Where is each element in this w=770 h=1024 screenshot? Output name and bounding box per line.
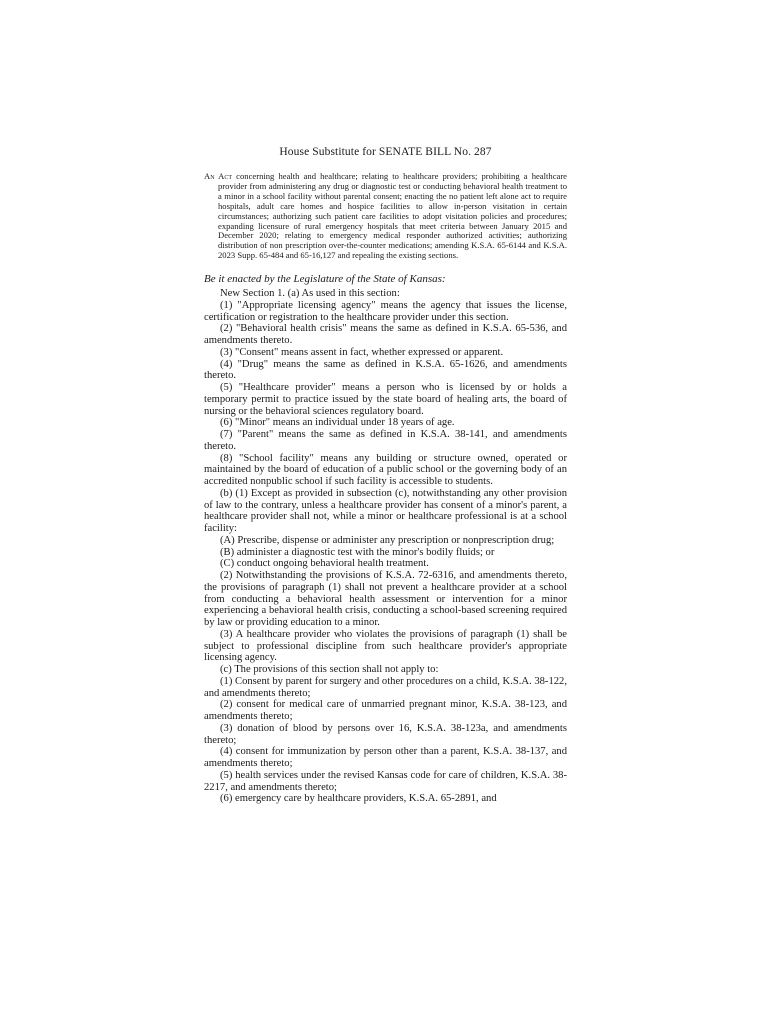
- section-paragraph: (c) The provisions of this section shall not apply to:: [220, 664, 439, 676]
- section-paragraph: (A) Prescribe, dispense or administer any prescription or nonprescription drug;: [220, 534, 555, 546]
- section-paragraph: (6) emergency care by healthcare providers, K.S.A. 65-2891, and: [220, 793, 497, 805]
- enacting-clause: Be it enacted by the Legislature of the State of Kansas:: [204, 273, 446, 286]
- bill-title: House Substitute for SENATE BILL No. 287: [279, 146, 492, 158]
- section-paragraph: (2) Notwithstanding the provisions of K.S.A. 72-6316, and amendments thereto, the provisions of paragraph (1) shall not prevent a healthcare provider at a school from conducting a behavioral health assessment or intervention for a minor experiencing a behavioral health crisis, conducting a school-based screening required by law or providing education to a minor.: [204, 570, 567, 629]
- section-paragraph: (4) consent for immunization by person other than a parent, K.S.A. 38-137, and amendments thereto;: [204, 746, 567, 770]
- act-summary: [204, 172, 567, 261]
- section-paragraph: (2) consent for medical care of unmarried pregnant minor, K.S.A. 38-123, and amendments thereto;: [204, 699, 567, 723]
- section-paragraph: (4) "Drug" means the same as defined in K.S.A. 65-1626, and amendments thereto.: [204, 358, 567, 382]
- section-paragraph: (1) Consent by parent for surgery and other procedures on a child, K.S.A. 38-122, and amendments thereto;: [204, 675, 567, 699]
- section-paragraph: (B) administer a diagnostic test with the minor's bodily fluids; or: [220, 546, 495, 558]
- section-paragraph: (3) A healthcare provider who violates the provisions of paragraph (1) shall be subject to professional discipline from such healthcare provider's appropriate licensing agency.: [204, 628, 567, 664]
- section-paragraph: (2) "Behavioral health crisis" means the same as defined in K.S.A. 65-536, and amendments thereto.: [204, 323, 567, 347]
- section-paragraph: (C) conduct ongoing behavioral health treatment.: [220, 558, 429, 570]
- act-prefix: An Act: [204, 171, 233, 181]
- section-paragraph: (7) "Parent" means the same as defined in K.S.A. 38-141, and amendments thereto.: [204, 429, 567, 452]
- section-paragraph: (3) "Consent" means assent in fact, whether expressed or apparent.: [220, 346, 504, 358]
- document-page: [204, 140, 567, 805]
- section-paragraph: (1) "Appropriate licensing agency" means the agency that issues the license, certification or registration to the healthcare provider under this section.: [204, 299, 567, 323]
- section-paragraph: (3) donation of blood by persons over 16, K.S.A. 38-123a, and amendments thereto;: [204, 722, 567, 746]
- act-description: concerning health and healthcare; relating to healthcare providers; prohibiting a healthcare provider from administering any drug or diagnostic test or conducting behavioral health treatment to a minor in a school facility without parental consent; enacting the no patient left alone act to require hospitals, adult care homes and hospice facilities to allow in-person visitation in certain circumstances; authorizing such patient care facilities to adopt visitation policies and procedures; expanding licensure of rural emergency hospitals that meet criteria between January 2015 and December 2020; relating to emergency medical responder authorized activities; authorizing distribution of non prescription over-the-counter medications; amending K.S.A. 65-6144 and K.S.A. 2023 Supp. 65-484 and 65-16,127 and repealing the existing sections.: [218, 171, 567, 261]
- section-paragraph: (6) "Minor" means an individual under 18 years of age.: [220, 417, 455, 429]
- section-paragraph: New Section 1. (a) As used in this section:: [220, 288, 400, 300]
- section-paragraph: (b) (1) Except as provided in subsection (c), notwithstanding any other provision of law to the contrary, unless a healthcare provider has consent of a minor's parent, a healthcare provider shall not, while a minor or healthcare professional is at a school facility:: [204, 487, 567, 535]
- section-paragraph: (8) "School facility" means any building or structure owned, operated or maintained by the board of education of a public school or the governing body of an accredited nonpublic school if such facility is accessible to students.: [204, 452, 567, 488]
- bill-body: [204, 288, 567, 805]
- section-paragraph: (5) "Healthcare provider" means a person who is licensed by or holds a temporary permit to practice issued by the state board of healing arts, the board of nursing or the behavioral sciences regulatory board.: [204, 382, 567, 417]
- section-paragraph: (5) health services under the revised Kansas code for care of children, K.S.A. 38-2217, and amendments thereto;: [204, 769, 567, 793]
